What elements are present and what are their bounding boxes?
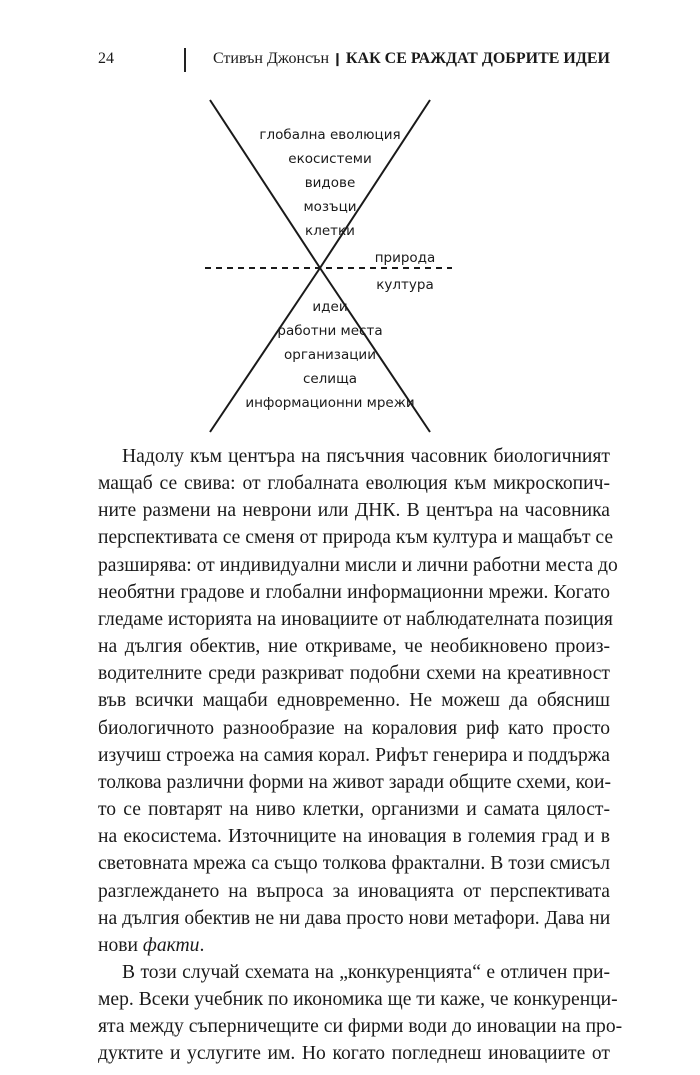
nature-label: природа	[374, 250, 436, 266]
lower-label: работни места	[277, 323, 383, 339]
lower-label: идеи	[312, 299, 348, 315]
lower-label: организации	[284, 347, 376, 363]
upper-label: глобална еволюция	[259, 127, 401, 143]
text-line: перспективата се сменя от природа към култура и мащабът се	[98, 527, 614, 549]
emphasis-word: факти	[142, 934, 200, 956]
header-separator: ❙	[332, 51, 343, 66]
upper-label: клетки	[305, 223, 355, 239]
text-line: мер. Всеки учебник по икономика ще ти каже, че конкуренци-	[98, 989, 618, 1011]
text-line: изучиш строежа на самия корал. Рифът генерира и поддържа	[98, 744, 610, 766]
text-line: В този случай схемата на „конкуренцията“ е отличен при-	[122, 961, 610, 983]
text-line: то се повтарят на ниво клетки, организми и самата цялост-	[98, 799, 610, 821]
text-line: биологичното разнообразие на кораловия риф като просто	[98, 717, 610, 739]
text-line: мащаб се свива: от глобалната еволюция към микроскопич-	[98, 473, 610, 495]
text-line: ните размени на неврони или ДНК. В центъра на часовника	[98, 500, 610, 522]
last-line-end: .	[199, 934, 205, 956]
last-line-text: нови	[98, 934, 143, 956]
book-title: КАК СЕ РАЖДАТ ДОБРИТЕ ИДЕИ	[345, 50, 610, 67]
hourglass-line-left-upper	[210, 100, 320, 268]
text-line: на дългия обектив не ни дава просто нови метафори. Дава ни	[98, 907, 611, 929]
body-text	[98, 443, 623, 1068]
text-line: ята между съперничещите си фирми води до иновации на про-	[98, 1016, 623, 1038]
text-line: дуктите и услугите им. Но когато погледнеш иновациите от	[98, 1043, 610, 1065]
hourglass-diagram	[0, 0, 700, 440]
page-number: 24	[98, 50, 114, 67]
text-line: водителните среди разкриват подобни схеми на креативност	[98, 663, 610, 685]
text-line: гледаме историята на иновациите от наблюдателната позиция	[98, 608, 613, 630]
text-line: толкова различни форми на живот заради общите схеми, кои-	[98, 771, 611, 793]
upper-label: мозъци	[303, 199, 357, 215]
text-line: разширява: от индивидуални мисли и лични работни места до	[98, 554, 618, 576]
upper-label: екосистеми	[288, 151, 372, 167]
lower-label: селища	[302, 371, 358, 387]
text-line: във всички мащаби едновременно. Не можеш да обясниш	[98, 690, 610, 712]
text-line: необятни градове и глобални информационни мрежи. Когато	[98, 581, 610, 603]
text-line: Надолу към центъра на пясъчния часовник биологичният	[122, 446, 610, 467]
text-line: на екосистема. Източниците на иновация в големия град и в	[98, 826, 610, 848]
text-line: разглеждането на въпроса за иновацията от перспективата	[98, 880, 610, 902]
text-line: на дългия обектив, ние откриваме, че необикновено произ-	[98, 636, 610, 658]
text-line: световната мрежа са също толкова фрактални. В този смисъл	[98, 853, 610, 875]
upper-label: видове	[304, 175, 356, 191]
author-name: Стивън Джонсън	[212, 50, 330, 67]
lower-label: информационни мрежи	[245, 395, 415, 411]
paragraph-last-line	[98, 932, 610, 959]
culture-label: култура	[376, 277, 434, 293]
